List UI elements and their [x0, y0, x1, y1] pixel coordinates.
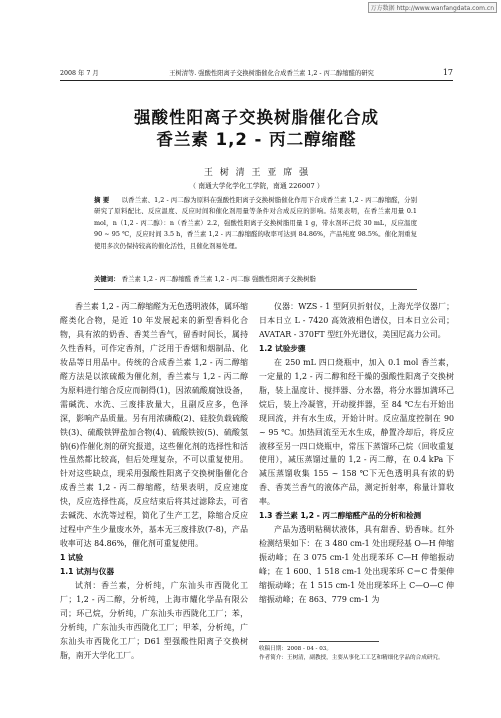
header-date: 2008 年 7 月 [60, 69, 99, 77]
reagents-paragraph: 试剂：香兰素，分析纯，广东汕头市西陇化工厂；1,2 - 丙二醇，分析纯，上海市耀化学品有限公司；环己烷，分析纯，广东汕头市西陇化工厂；苯，分析纯，广东汕头市西陇化工厂；甲苯，分析纯，广东汕头市西陇化工厂；D61 型强酸性阳离子交换树脂，南开大学化工厂。 [60, 581, 248, 660]
procedure-paragraph: 在 250 mL 四口烧瓶中，加入 0.1 mol 香兰素，一定量的 1,2 - 丙二醇和经干燥的强酸性阳离子交换树脂，装上温度计、搅拌器、分水器，将分水器加满环己烷后，装上冷凝管，开动搅拌器，至 84 ℃左右开始出现回流，并有水生成，开始计时。反应温度控制在 90 ~ 95 ℃。加热回流至无水生成，静置冷却后，将反应液移至另一四口烧瓶中，常压下蒸馏环己烷（回收重复使用），减压蒸馏过量的 1,2 - 丙二醇，在 0.4 kPa 下减压蒸馏收集 155 ~ 158 ℃下无色透明具有浓的奶香、香荚兰香气的液体产品，测定折射率，称量计算收率。 [259, 357, 454, 507]
watermark: 万方数据 http://www.wanfangdata.com.cn [368, 2, 497, 13]
keywords [94, 274, 417, 283]
footnote-author: 作者简介：王树清，副教授，主要从事化工工艺和精细化学品的合成研究。 [259, 654, 444, 661]
left-column [60, 300, 248, 663]
instruments-paragraph: 仪器：WZS - 1 型阿贝折射仪，上海光学仪器厂；日本日立 L - 7420 高效液相色谱仪，日本日立公司；AVATAR - 370FT 型红外光谱仪，美国尼高力公司。 [259, 302, 454, 339]
abstract [94, 195, 417, 252]
intro-paragraph: 香兰素 1,2 - 丙二醇缩醛为无色透明液体，属环缩醛类化合物，是近 10 年发展起来的新型香料化合物，具有浓的奶香、香荚兰香气，留香时间长，属持久性香料，可作定香剂，广泛用于香烟和烟制品、化妆品等日用品中。传统的合成香兰素 1,2 - 丙二醇缩醛方法是以浓硫酸为催化剂，香兰素与 1,2 - 丙二醇为原料进行缩合反应而制得(1)，因浓硫酸腐蚀设备，需碱洗、水洗、三废排放量大，且副反应多，色泽深，影响产品质量。另有用浓磷酸(2)、硅胶负载硫酸铁(3)、硫酸铁钾盐加合物(4)、硫酸铁铵(5)、硫酸氢钠(6)作催化剂的研究报道，这些催化剂的选择性和活性虽然都比较高，但后处理复杂，不可以重复使用。针对这些缺点，现采用强酸性阳离子交换树脂催化合成香兰素 1,2 - 丙二醇缩醛，结果表明，反应速度快，反应选择性高，反应结束后将其过滤除去，可省去碱洗、水洗等过程，简化了生产工艺，除缩合反应过程中产生少量废水外，基本无三废排放(7-8)，产品收率可达 84.86%，催化剂可重复使用。 [60, 302, 248, 549]
keywords-text: 香兰素 1,2 - 丙二醇缩醛 香兰素 1,2 - 丙二醇 强酸性阳离子交换树脂 [121, 275, 316, 283]
affiliation: （ 南通大学化学化工学院，南通 226007 ） [189, 182, 324, 190]
footnote-received: 收稿日期：2008 - 04 - 03。 [259, 646, 332, 652]
abstract-separator [94, 289, 417, 290]
keywords-label: 关键词： [94, 275, 120, 283]
footnote [259, 645, 454, 662]
page-number: 17 [442, 67, 453, 77]
paper-title-line1: 强酸性阳离子交换树脂催化合成 [134, 108, 379, 127]
section-heading-1-3: 1.3 香兰素 1,2 - 丙二醇缩醛产品的分析和检测 [259, 511, 422, 521]
header-running-title: 王树清等. 强酸性阳离子交换树脂催化合成香兰素 1,2 - 丙二醇缩醛的研究 [169, 69, 374, 77]
authors: 王 树 清 王 亚 席 强 [203, 168, 310, 178]
abstract-text: 以香兰素、1,2 - 丙二醇为原料在强酸性阳离子交换树脂催化作用下合成香兰素 1,2 - 丙二醇缩醛，分别研究了原料配比、反应温度、反应时间和催化剂用量等条件对合成反应的影响。结果表明，在香兰素用量 0.1 mol，n（1,2 - 丙二醇）：n（香兰素）2.2，强酸性阳离子交换树脂用量 1 g，带水剂环己烷 30 mL，反应温度 90 ~ 95 ℃，反应时间 3.5 h，香兰素 1,2 - 丙二醇缩醛的收率可达到 84.86%，产品纯度 98.5%。催化剂重复使用多次仍保持较高的催化活性，且催化剂易处理。 [94, 196, 417, 250]
section-heading-1-1: 1.1 试剂与仪器 [60, 567, 115, 577]
section-heading-1: 1 试验 [60, 553, 84, 563]
analysis-paragraph: 产品为透明粘稠状液体，具有甜香、奶香味。红外检测结果如下：在 3 480 cm-1 处出现羟基 O—H 伸缩振动峰；在 3 075 cm-1 处出现苯环 C—H 伸缩振动峰；在 1 600、1 518 cm-1 处出现苯环 C＝C 骨架伸缩振动峰；在 1 515 cm-1 处出现苯环上 C—O—C 伸缩振动峰；在 863、779 cm-1 为 [259, 525, 454, 605]
footnote-rule [259, 641, 379, 642]
running-header [60, 66, 453, 78]
header-rule [60, 80, 453, 81]
right-column [259, 300, 454, 607]
section-heading-1-2: 1.2 试验步骤 [259, 343, 306, 353]
paper-title-line2: 香兰素 1,2 - 丙二醇缩醛 [156, 130, 357, 149]
abstract-label: 摘 要 [94, 196, 110, 204]
